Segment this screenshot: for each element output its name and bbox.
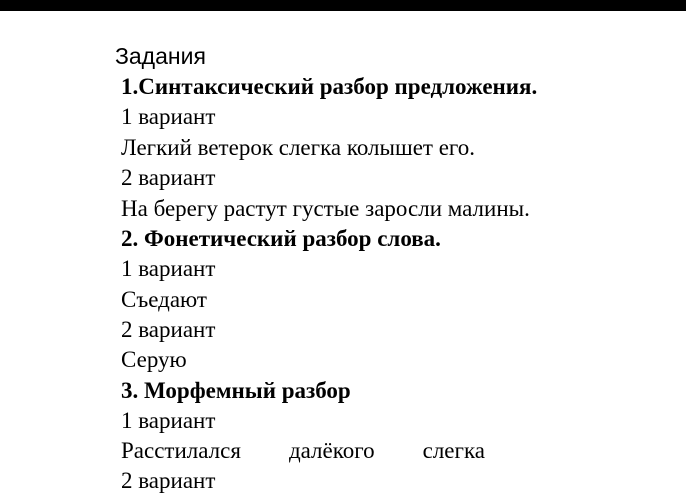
variant-label: 1 вариант	[121, 104, 216, 129]
task-heading-2: 2. Фонетический разбор слова.	[121, 226, 441, 251]
variant-label: 2 вариант	[121, 165, 216, 190]
variant-label: 2 вариант	[121, 317, 216, 342]
word-list	[121, 438, 485, 464]
variant-label: 1 вариант	[121, 408, 216, 433]
word-item: слегка	[422, 438, 485, 463]
task-heading-3: 3. Морфемный разбор	[121, 378, 351, 403]
variant-label: 2 вариант	[121, 468, 216, 493]
task-heading-1: 1.Синтаксический разбор предложения.	[121, 74, 538, 99]
word-text: Серую	[121, 347, 187, 372]
word-text: Съедают	[121, 287, 207, 312]
sentence-text: Легкий ветерок слегка колышет его.	[121, 135, 476, 160]
word-item: далёкого	[288, 438, 375, 463]
variant-label: 1 вариант	[121, 256, 216, 281]
sentence-text: На берегу растут густые заросли малины.	[121, 196, 530, 221]
page-title: Задания	[115, 43, 206, 69]
word-item: Расстилался	[121, 438, 241, 463]
